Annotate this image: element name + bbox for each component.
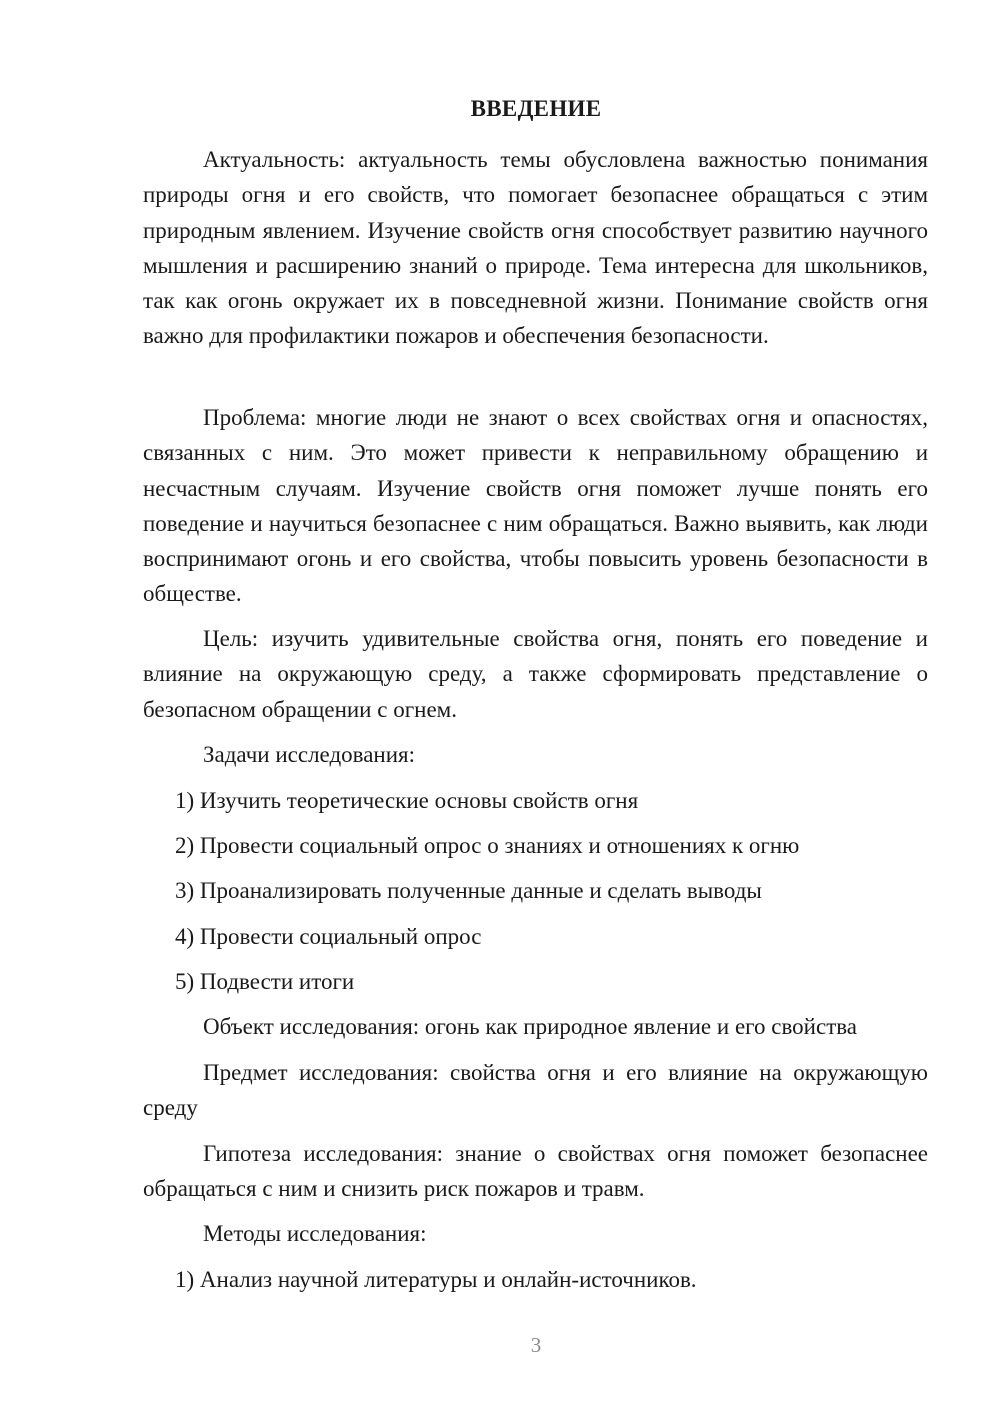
- tasks-heading: Задачи исследования:: [203, 742, 416, 767]
- relevance-paragraph: Актуальность: актуальность темы обусловлена важностью понимания природы огня и его свойств, что помогает безопаснее обращаться с этим природным явлением. Изучение свойств огня способствует развитию научного мышления и расширению знаний о природе. Тема интересна для школьников, так как огонь окружает их в повседневной жизни. Понимание свойств огня важно для профилактики пожаров и обеспечения безопасности.: [143, 147, 928, 349]
- task-item: 1) Изучить теоретические основы свойств огня: [175, 788, 639, 813]
- task-item: 2) Провести социальный опрос о знаниях и отношениях к огню: [175, 833, 800, 858]
- object-paragraph: Объект исследования: огонь как природное явление и его свойства: [203, 1014, 858, 1039]
- task-item: 4) Провести социальный опрос: [175, 924, 482, 949]
- hypothesis-paragraph: Гипотеза исследования: знание о свойствах огня поможет безопаснее обращаться с ним и снизить риск пожаров и травм.: [143, 1141, 928, 1202]
- task-item: 5) Подвести итоги: [175, 969, 355, 994]
- page-title: ВВЕДЕНИЕ: [470, 96, 602, 121]
- subject-paragraph: Предмет исследования: свойства огня и его влияние на окружающую среду: [143, 1060, 928, 1121]
- method-item: 1) Анализ научной литературы и онлайн-источников.: [175, 1267, 697, 1292]
- problem-paragraph: Проблема: многие люди не знают о всех свойствах огня и опасностях, связанных с ним. Это может привести к неправильному обращению и несчастным случаям. Изучение свойств огня поможет лучше понять его поведение и научиться безопаснее с ним обращаться. Важно выявить, как люди воспринимают огонь и его свойства, чтобы повысить уровень безопасности в обществе.: [143, 405, 928, 607]
- goal-paragraph: Цель: изучить удивительные свойства огня, понять его поведение и влияние на окружающую среду, а также сформировать представление о безопасном обращении с огнем.: [143, 626, 928, 722]
- methods-heading: Методы исследования:: [203, 1221, 427, 1246]
- page-number: 3: [530, 1333, 542, 1357]
- task-item: 3) Проанализировать полученные данные и сделать выводы: [175, 878, 762, 903]
